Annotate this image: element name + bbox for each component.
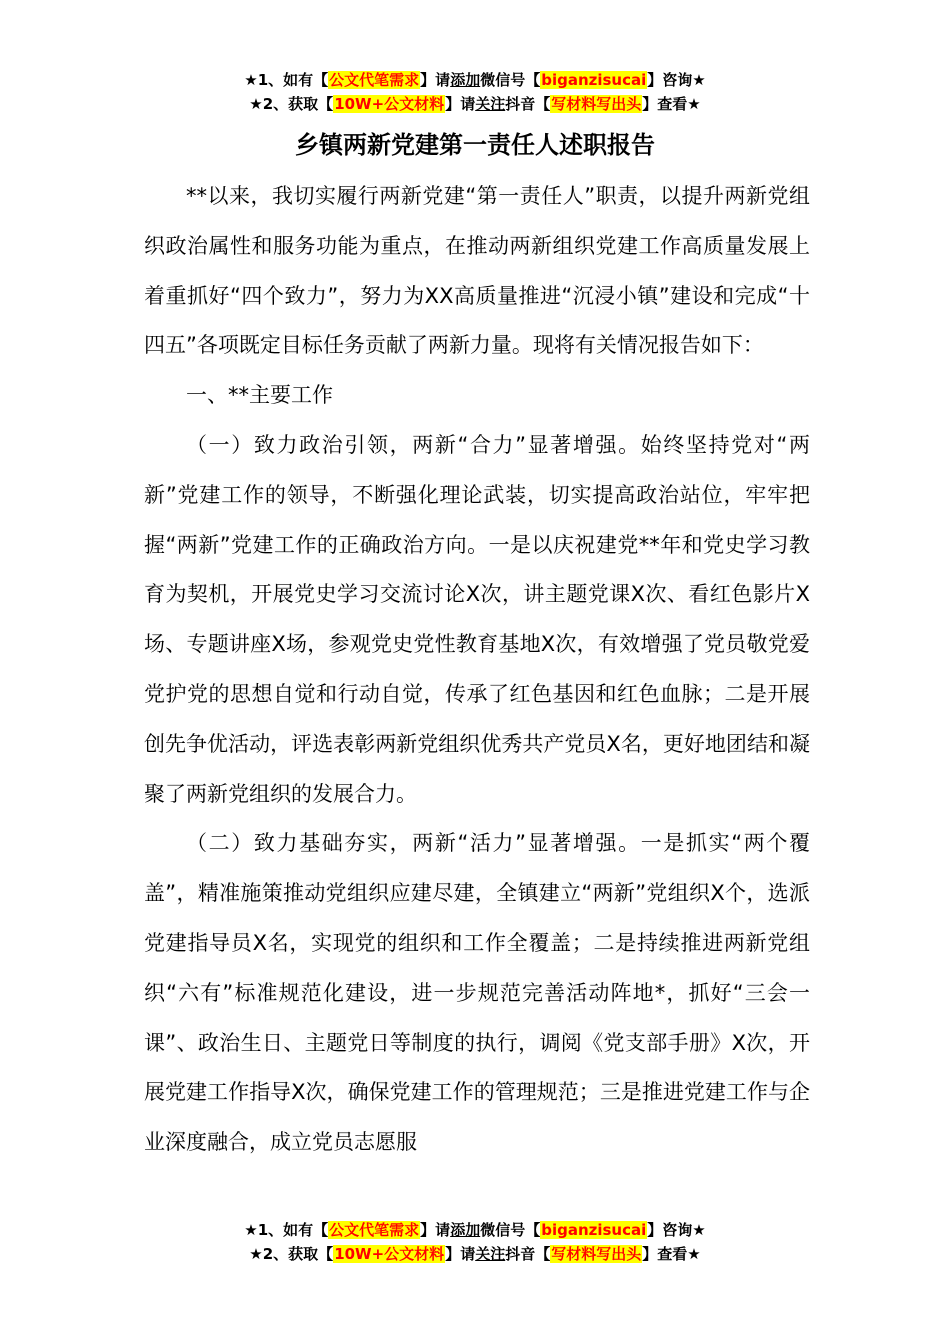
footer-banner-line-1 bbox=[0, 1218, 950, 1242]
document-body bbox=[144, 172, 810, 1168]
banner-text: ★1、如有【 bbox=[244, 71, 329, 89]
banner-highlight: 10W+公文材料 bbox=[334, 95, 445, 113]
banner-highlight: biganzisucai bbox=[541, 71, 647, 89]
banner-text: 】查看★ bbox=[642, 1245, 701, 1263]
banner-highlight: biganzisucai bbox=[541, 1221, 647, 1239]
banner-text: 微信号【 bbox=[480, 71, 541, 89]
banner-highlight: 公文代笔需求 bbox=[329, 1221, 420, 1239]
body-paragraph: （二）致力基础夯实，两新“活力”显著增强。一是抓实“两个覆盖”，精准施策推动党组织应建尽建，全镇建立“两新”党组织X个，选派党建指导员X名，实现党的组织和工作全覆盖；二是持续推进两新党组织“六有”标准规范化建设，进一步规范完善活动阵地*，抓好“三会一课”、政治生日、主题党日等制度的执行，调阅《党支部手册》X次，开展党建工作指导X次，确保党建工作的管理规范；三是推进党建工作与企业深度融合，成立党员志愿服 bbox=[144, 831, 810, 1155]
banner-underlined-text: 关注 bbox=[475, 1245, 506, 1263]
banner-highlight: 10W+公文材料 bbox=[334, 1245, 445, 1263]
banner-text: ★2、获取【 bbox=[249, 95, 334, 113]
banner-underlined-text: 添加 bbox=[450, 71, 481, 89]
banner-text: 】请 bbox=[445, 1245, 476, 1263]
banner-text: ★2、获取【 bbox=[249, 1245, 334, 1263]
banner-text: 】咨询★ bbox=[647, 1221, 706, 1239]
intro-paragraph: **以来，我切实履行两新党建“第一责任人”职责，以提升两新党组织政治属性和服务功能为重点，在推动两新组织党建工作高质量发展上着重抓好“四个致力”，努力为XX高质量推进“沉浸小镇”建设和完成“十四五”各项既定目标任务贡献了两新力量。现将有关情况报告如下： bbox=[144, 184, 810, 358]
banner-text: 微信号【 bbox=[480, 1221, 541, 1239]
banner-highlight: 写材料写出头 bbox=[551, 1245, 642, 1263]
banner-text: 抖音【 bbox=[505, 1245, 551, 1263]
header-banner-line-1 bbox=[0, 68, 950, 92]
banner-text: 】请 bbox=[420, 1221, 451, 1239]
banner-underlined-text: 关注 bbox=[475, 95, 506, 113]
banner-highlight: 写材料写出头 bbox=[551, 95, 642, 113]
banner-text: 】查看★ bbox=[642, 95, 701, 113]
banner-text: 】请 bbox=[445, 95, 476, 113]
banner-text: 】咨询★ bbox=[647, 71, 706, 89]
document-title: 乡镇两新党建第一责任人述职报告 bbox=[295, 131, 655, 159]
banner-highlight: 公文代笔需求 bbox=[329, 71, 420, 89]
section-heading: 一、**主要工作 bbox=[186, 383, 333, 408]
banner-text: 抖音【 bbox=[505, 95, 551, 113]
banner-underlined-text: 添加 bbox=[450, 1221, 481, 1239]
banner-text: ★1、如有【 bbox=[244, 1221, 329, 1239]
footer-banner bbox=[0, 1218, 950, 1266]
header-banner-line-2 bbox=[0, 92, 950, 116]
banner-text: 】请 bbox=[420, 71, 451, 89]
footer-banner-line-2 bbox=[0, 1242, 950, 1266]
header-banner bbox=[0, 68, 950, 116]
body-paragraph: （一）致力政治引领，两新“合力”显著增强。始终坚持党对“两新”党建工作的领导，不断强化理论武装，切实提高政治站位，牢牢把握“两新”党建工作的正确政治方向。一是以庆祝建党**年和党史学习教育为契机，开展党史学习交流讨论X次，讲主题党课X次、看红色影片X场、专题讲座X场，参观党史党性教育基地X次，有效增强了党员敬党爱党护党的思想自觉和行动自觉，传承了红色基因和红色血脉；二是开展创先争优活动，评选表彰两新党组织优秀共产党员X名，更好地团结和凝聚了两新党组织的发展合力。 bbox=[144, 432, 810, 806]
